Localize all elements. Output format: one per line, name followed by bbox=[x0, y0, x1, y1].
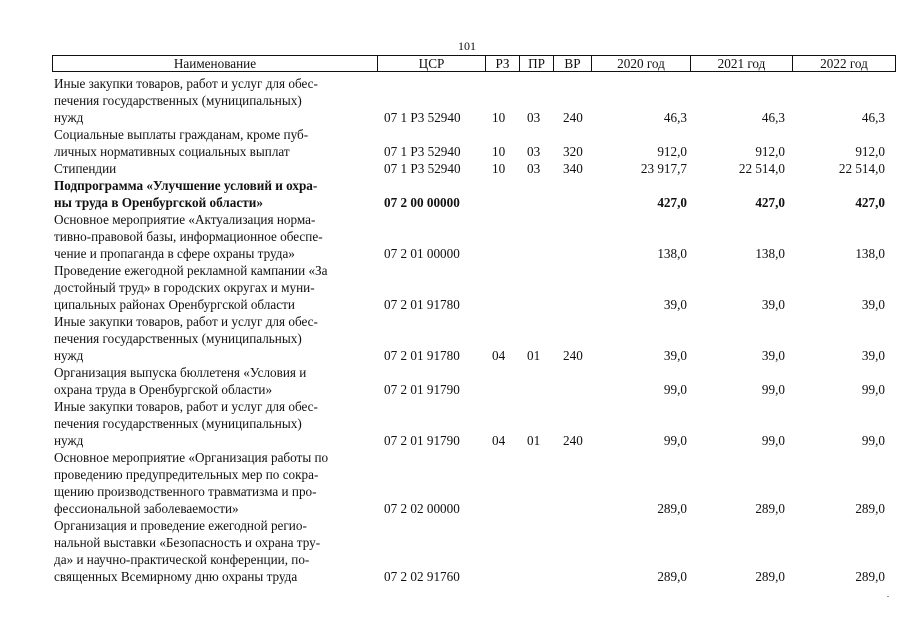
cell-2021: 912,0 bbox=[755, 144, 785, 159]
header-vr: ВР bbox=[553, 55, 592, 72]
cell-csr: 07 2 01 91790 bbox=[384, 433, 460, 448]
cell-rz: 10 bbox=[492, 161, 506, 176]
cell-2021: 39,0 bbox=[761, 348, 785, 363]
cell-csr: 07 2 02 91760 bbox=[384, 569, 460, 584]
cell-2020: 39,0 bbox=[663, 348, 687, 363]
cell-2022: 99,0 bbox=[861, 382, 885, 397]
table-header bbox=[52, 55, 896, 73]
cell-vr: 240 bbox=[563, 433, 583, 448]
cell-vr: 320 bbox=[563, 144, 583, 159]
cell-2020: 23 917,7 bbox=[640, 161, 687, 176]
cell-rz: 04 bbox=[492, 433, 506, 448]
cell-2022: 427,0 bbox=[855, 195, 885, 210]
cell-2020: 138,0 bbox=[657, 246, 687, 261]
header-2022: 2022 год bbox=[792, 55, 896, 72]
cell-2022: 39,0 bbox=[861, 297, 885, 312]
cell-csr: 07 2 01 00000 bbox=[384, 246, 460, 261]
cell-name: Основное мероприятие «Актуализация норма- тивно-правовой базы, информационное обеспе- чение и пропаганда в сфере охраны труда» bbox=[54, 212, 323, 261]
table-body bbox=[0, 75, 905, 585]
cell-name: Стипендии bbox=[54, 161, 117, 176]
header-rz: РЗ bbox=[485, 55, 520, 72]
cell-name: Иные закупки товаров, работ и услуг для обес- печения государственных (муниципальных) нужд bbox=[54, 399, 318, 448]
cell-csr: 07 2 01 91790 bbox=[384, 382, 460, 397]
cell-vr: 240 bbox=[563, 110, 583, 125]
cell-2022: 22 514,0 bbox=[838, 161, 885, 176]
header-pr: ПР bbox=[519, 55, 554, 72]
cell-csr: 07 1 Р3 52940 bbox=[384, 144, 461, 159]
table-row bbox=[0, 177, 905, 211]
cell-pr: 03 bbox=[527, 161, 541, 176]
cell-csr: 07 2 00 00000 bbox=[384, 195, 460, 210]
cell-rz: 10 bbox=[492, 144, 506, 159]
cell-name: Подпрограмма «Улучшение условий и охра- ны труда в Оренбургской области» bbox=[54, 178, 318, 210]
cell-2022: 912,0 bbox=[855, 144, 885, 159]
cell-csr: 07 1 Р3 52940 bbox=[384, 161, 461, 176]
cell-csr: 07 2 01 91780 bbox=[384, 348, 460, 363]
cell-vr: 240 bbox=[563, 348, 583, 363]
cell-csr: 07 2 01 91780 bbox=[384, 297, 460, 312]
cell-2020: 99,0 bbox=[663, 382, 687, 397]
cell-2020: 99,0 bbox=[663, 433, 687, 448]
cell-pr: 01 bbox=[527, 348, 541, 363]
cell-2020: 289,0 bbox=[657, 569, 687, 584]
cell-name: Иные закупки товаров, работ и услуг для обес- печения государственных (муниципальных) нужд bbox=[54, 314, 318, 363]
cell-pr: 03 bbox=[527, 144, 541, 159]
cell-name: Проведение ежегодной рекламной кампании «За достойный труд» в городских округах и муни- ципальных районах Оренбургской области bbox=[54, 263, 328, 312]
table-row bbox=[0, 449, 905, 517]
cell-2020: 46,3 bbox=[663, 110, 687, 125]
cell-rz: 10 bbox=[492, 110, 506, 125]
cell-pr: 01 bbox=[527, 433, 541, 448]
header-csr: ЦСР bbox=[377, 55, 486, 72]
cell-2021: 138,0 bbox=[755, 246, 785, 261]
cell-2020: 39,0 bbox=[663, 297, 687, 312]
cell-name: Социальные выплаты гражданам, кроме пуб- личных нормативных социальных выплат bbox=[54, 127, 309, 159]
cell-2020: 912,0 bbox=[657, 144, 687, 159]
cell-2022: 289,0 bbox=[855, 569, 885, 584]
cell-2021: 22 514,0 bbox=[738, 161, 785, 176]
table-row bbox=[0, 398, 905, 449]
cell-vr: 340 bbox=[563, 161, 583, 176]
cell-2021: 39,0 bbox=[761, 297, 785, 312]
cell-2020: 289,0 bbox=[657, 501, 687, 516]
cell-2021: 46,3 bbox=[761, 110, 785, 125]
table-row bbox=[0, 75, 905, 126]
cell-2022: 99,0 bbox=[861, 433, 885, 448]
cell-2022: 46,3 bbox=[861, 110, 885, 125]
table-row bbox=[0, 262, 905, 313]
table-row bbox=[0, 160, 905, 177]
table-row bbox=[0, 364, 905, 398]
cell-2022: 138,0 bbox=[855, 246, 885, 261]
table-row bbox=[0, 313, 905, 364]
cell-name: Иные закупки товаров, работ и услуг для обес- печения государственных (муниципальных) нужд bbox=[54, 76, 318, 125]
header-name: Наименование bbox=[52, 55, 378, 72]
cell-2020: 427,0 bbox=[657, 195, 687, 210]
page-number: 101 bbox=[458, 39, 476, 53]
table-row bbox=[0, 126, 905, 160]
cell-2021: 99,0 bbox=[761, 433, 785, 448]
cell-2021: 99,0 bbox=[761, 382, 785, 397]
cell-pr: 03 bbox=[527, 110, 541, 125]
header-2021: 2021 год bbox=[690, 55, 793, 72]
header-2020: 2020 год bbox=[591, 55, 691, 72]
cell-2022: 39,0 bbox=[861, 348, 885, 363]
cell-name: Организация и проведение ежегодной регио- нальной выставки «Безопасность и охрана тру- да» и научно-практической конференции, по- священных Всемирному дню охраны труда bbox=[54, 518, 321, 584]
cell-2021: 289,0 bbox=[755, 569, 785, 584]
cell-name: Организация выпуска бюллетеня «Условия и охрана труда в Оренбургской области» bbox=[54, 365, 307, 397]
cell-2021: 427,0 bbox=[755, 195, 785, 210]
cell-csr: 07 1 Р3 52940 bbox=[384, 110, 461, 125]
cell-2021: 289,0 bbox=[755, 501, 785, 516]
table-row bbox=[0, 211, 905, 262]
cell-csr: 07 2 02 00000 bbox=[384, 501, 460, 516]
scan-mark bbox=[887, 596, 889, 597]
table-row bbox=[0, 517, 905, 585]
cell-2022: 289,0 bbox=[855, 501, 885, 516]
cell-name: Основное мероприятие «Организация работы по проведению предупредительных мер по сокра- щению производственного травматизма и про- фессиональной заболеваемости» bbox=[54, 450, 329, 516]
cell-rz: 04 bbox=[492, 348, 506, 363]
